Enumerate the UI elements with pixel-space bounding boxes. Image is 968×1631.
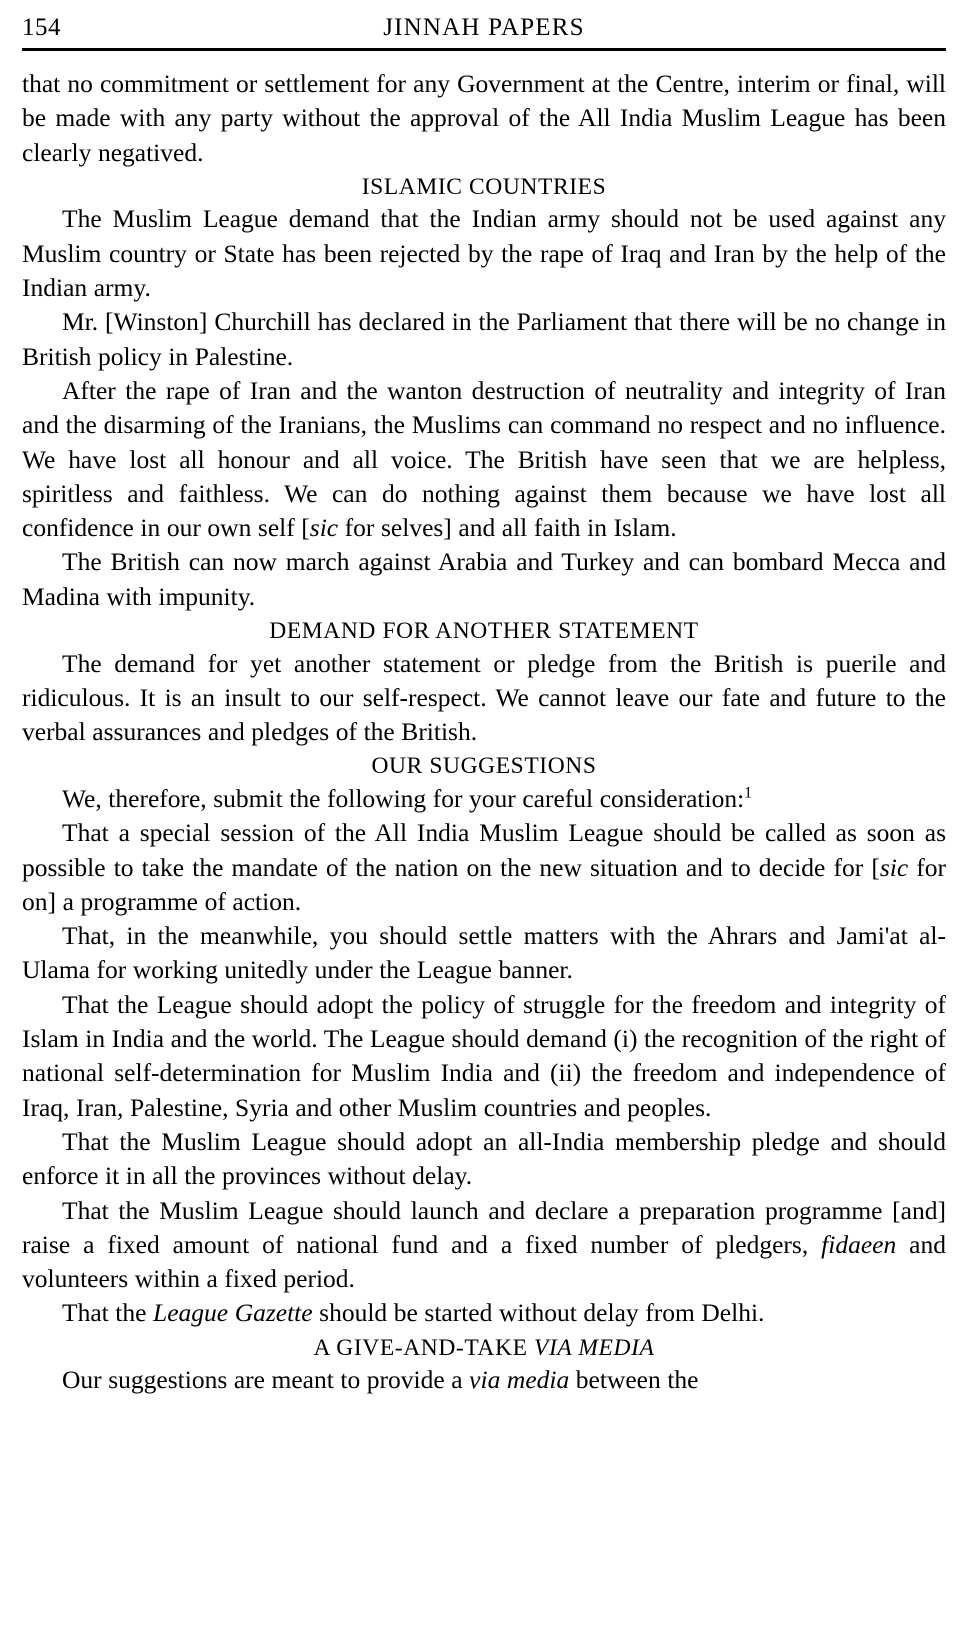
page-body bbox=[0, 51, 968, 1398]
body-paragraph: The Muslim League demand that the Indian army should not be used against any Muslim country or State has been rejected by the rape of Iraq and Iran by the help of the Indian army. bbox=[22, 204, 946, 303]
page-header bbox=[0, 0, 968, 42]
body-paragraph: That the Muslim League should adopt an all-India membership pledge and should enforce it in all the provinces without delay. bbox=[22, 1126, 946, 1191]
section-subheading: A GIVE-AND-TAKE VIA MEDIA bbox=[313, 1334, 655, 1361]
body-paragraph: That the League Gazette should be started without delay from Delhi. bbox=[62, 1298, 765, 1328]
body-paragraph: That a special session of the All India Muslim League should be called as soon as possible to take the mandate of the nation on the new situation and to decide for [sic for on] a programme of action. bbox=[22, 818, 946, 916]
body-paragraph: That the Muslim League should launch and declare a preparation programme [and] raise a fixed amount of national fund and a fixed number of pledgers, fidaeen and volunteers within a fixed period. bbox=[22, 1195, 946, 1294]
section-subheading: OUR SUGGESTIONS bbox=[371, 753, 597, 780]
section-subheading: DEMAND FOR ANOTHER STATEMENT bbox=[269, 618, 699, 644]
body-paragraph: We, therefore, submit the following for your careful consideration:$^1$ bbox=[62, 783, 753, 813]
body-paragraph: That, in the meanwhile, you should settle matters with the Ahrars and Jami'at al-Ulama for working unitedly under the League banner. bbox=[22, 921, 946, 985]
running-title: JINNAH PAPERS bbox=[383, 14, 585, 41]
body-paragraph: Mr. [Winston] Churchill has declared in the Parliament that there will be no change in British policy in Palestine. bbox=[22, 307, 946, 371]
body-paragraph: that no commitment or settlement for any Government at the Centre, interim or final, will be made with any party without the approval of the All India Muslim League has been clearly negatived. bbox=[22, 69, 946, 167]
body-paragraph: Our suggestions are meant to provide a via media between the bbox=[62, 1365, 699, 1395]
body-paragraph: The demand for yet another statement or pledge from the British is puerile and ridiculous. It is an insult to our self-respect. We cannot leave our fate and future to the verbal assurances and pledges of the British. bbox=[22, 648, 946, 747]
body-paragraph: The British can now march against Arabia and Turkey and can bombard Mecca and Madina with impunity. bbox=[22, 547, 946, 611]
body-paragraph: After the rape of Iran and the wanton destruction of neutrality and integrity of Iran and the disarming of the Iranians, the Muslims can command no respect and no influence. We have lost all honour and all voice. The British have seen that we are helpless, spiritless and faithless. We can do nothing against them because we have lost all confidence in our own self [sic for selves] and all faith in Islam. bbox=[22, 375, 946, 543]
page-number: 154 bbox=[22, 14, 61, 41]
section-subheading: ISLAMIC COUNTRIES bbox=[361, 173, 607, 200]
body-paragraph: That the League should adopt the policy of struggle for the freedom and integrity of Islam in India and the world. The League should demand (i) the recognition of the right of national self-determination for Muslim India and (ii) the freedom and independence of Iraq, Iran, Palestine, Syria and other Muslim countries and peoples. bbox=[22, 989, 947, 1122]
